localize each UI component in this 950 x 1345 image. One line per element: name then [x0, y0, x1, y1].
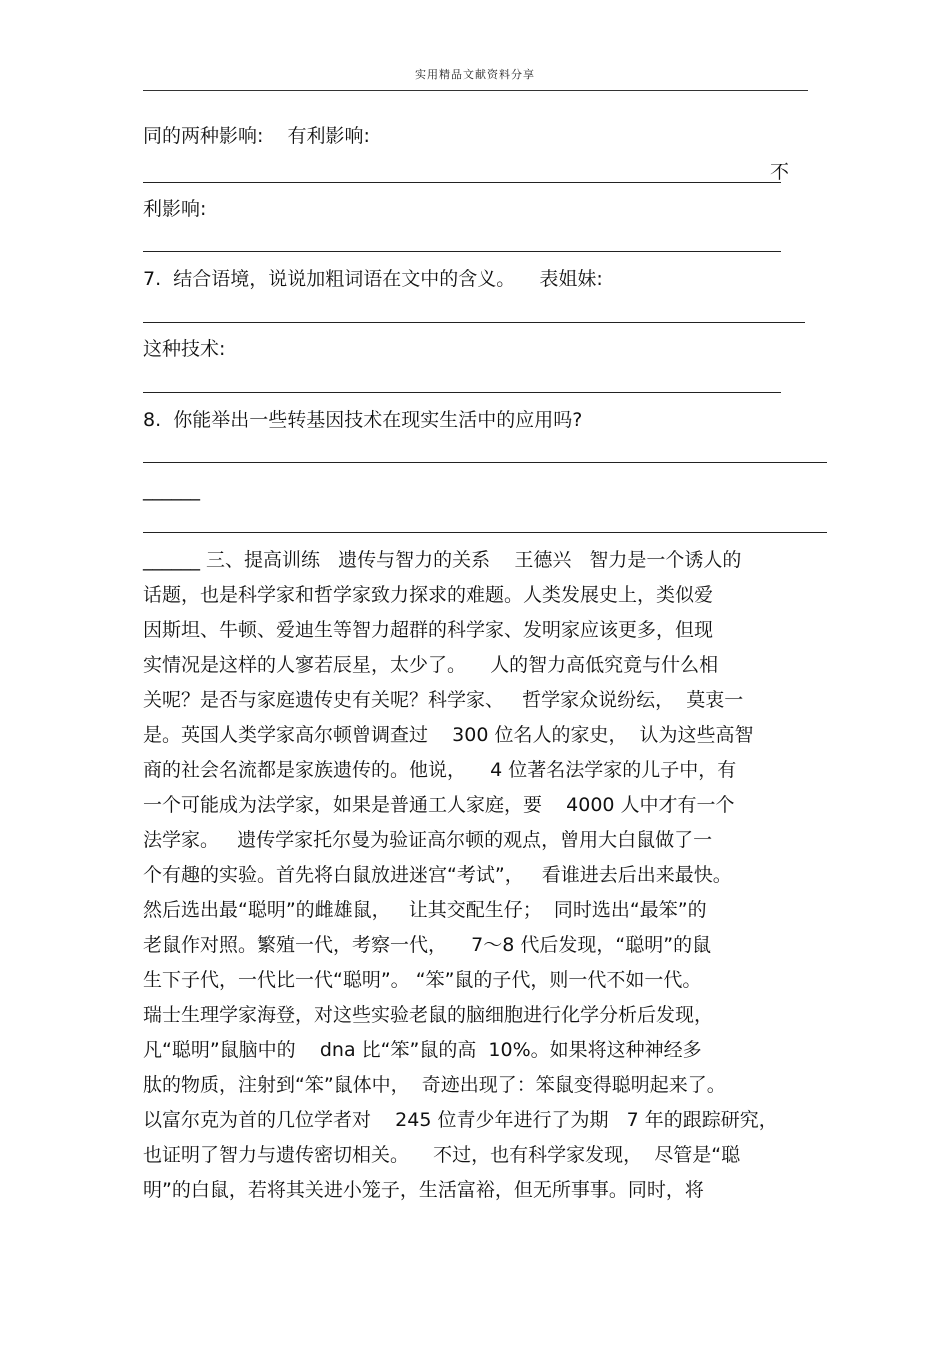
answer-blank[interactable]: [143, 322, 805, 323]
text-line: 以富尔克为首的几位学者对 245 位青少年进行了为期 7 年的跟踪研究，: [143, 1109, 778, 1131]
header-divider: [143, 90, 808, 91]
answer-blank[interactable]: [143, 392, 781, 393]
text-line: 利影响:: [143, 198, 207, 220]
text-line: 法学家。 遗传学家托尔曼为验证高尔顿的观点，曾用大白鼠做了一: [143, 829, 713, 851]
answer-blank[interactable]: [143, 251, 781, 252]
text-line: 话题，也是科学家和哲学家致力探求的难题。人类发展史上，类似爱: [143, 584, 714, 606]
text-line: 也证明了智力与遗传密切相关。 不过，也有科学家发现， 尽管是“聪: [143, 1144, 741, 1166]
text-line: 不: [770, 161, 790, 183]
text-line: 这种技术:: [143, 338, 226, 360]
text-line: 关呢？是否与家庭遗传史有关呢？科学家、 哲学家众说纷纭， 莫衷一: [143, 689, 744, 711]
text-line: 因斯坦、牛顿、爱迪生等智力超群的科学家、发明家应该更多，但现: [143, 619, 714, 641]
answer-blank[interactable]: [143, 182, 781, 183]
text-line: 肽的物质，注射到“笨”鼠体中， 奇迹出现了：笨鼠变得聪明起来了。: [143, 1074, 726, 1096]
text-line: ______ 三、提高训练 遗传与智力的关系 王德兴 智力是一个诱人的: [143, 549, 742, 571]
text-line: 凡“聪明”鼠脑中的 dna 比“笨”鼠的高 10%。如果将这种神经多: [143, 1039, 702, 1061]
text-line: 商的社会名流都是家族遗传的。他说， 4 位著名法学家的儿子中，有: [143, 759, 737, 781]
text-line: 个有趣的实验。首先将白鼠放进迷宫“考试”， 看谁进去后出来最快。: [143, 864, 732, 886]
answer-blank[interactable]: [143, 532, 827, 533]
text-line: 一个可能成为法学家，如果是普通工人家庭，要 4000 人中才有一个: [143, 794, 735, 816]
text-line: 然后选出最“聪明”的雌雄鼠， 让其交配生仔； 同时选出“最笨”的: [143, 899, 707, 921]
text-line: 实情况是这样的人寥若辰星，太少了。 人的智力高低究竟与什么相: [143, 654, 719, 676]
text-line: 生下子代，一代比一代“聪明”。 “笨”鼠的子代，则一代不如一代。: [143, 969, 702, 991]
text-line: 明”的白鼠，若将其关进小笼子，生活富裕，但无所事事。同时，将: [143, 1179, 704, 1201]
text-line: 同的两种影响: 有利影响:: [143, 125, 370, 147]
text-line: ______: [143, 479, 200, 501]
text-line: 8. 你能举出一些转基因技术在现实生活中的应用吗?: [143, 409, 583, 431]
text-line: 是。英国人类学家高尔顿曾调查过 300 位名人的家史， 认为这些高智: [143, 724, 754, 746]
text-line: 7. 结合语境，说说加粗词语在文中的含义。 表姐妹:: [143, 268, 603, 290]
text-line: 瑞士生理学家海登，对这些实验老鼠的脑细胞进行化学分析后发现，: [143, 1004, 714, 1026]
text-line: 老鼠作对照。繁殖一代，考察一代， 7～8 代后发现，“聪明”的鼠: [143, 934, 712, 956]
answer-blank[interactable]: [143, 462, 827, 463]
page-header: 实用精品文献资料分享: [415, 68, 535, 81]
